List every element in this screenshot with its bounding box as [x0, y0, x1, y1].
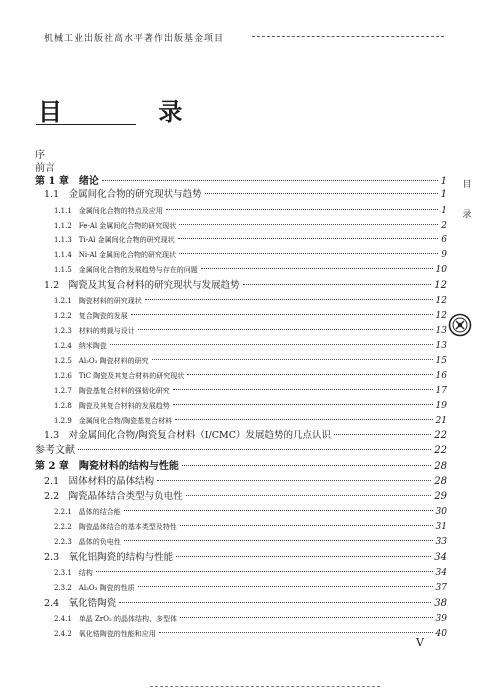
toc-entry-title: 序 [35, 150, 45, 161]
toc-entry-page: 17 [435, 386, 447, 396]
toc-dot-leader [173, 404, 433, 405]
toc-entry-title: 1.1.1 金属间化合物的特点及应用 [54, 207, 163, 215]
bottom-rule [150, 686, 380, 687]
toc-entry-title: 1.1.5 金属间化合物的发展趋势与存在的问题 [54, 266, 198, 274]
toc-entry-page: 15 [435, 356, 447, 366]
toc-entry-page: 12 [435, 311, 447, 321]
toc-entry[interactable] [54, 399, 447, 413]
toc-entry-title: 2.4.1 单晶 ZrO₂ 的晶体结构、多型体 [54, 615, 178, 623]
toc-entry-page: 9 [441, 250, 447, 260]
toc-entry-title: 2.2.2 陶瓷晶体结合的基本类型及特性 [54, 523, 177, 531]
toc-entry-title: 2.3.1 结构 [54, 569, 93, 577]
toc-entry[interactable] [54, 233, 447, 247]
toc-entry-title: 1.2.6 TiC 陶瓷及其复合材料的研究现状 [54, 372, 185, 380]
toc-entry-page: 40 [435, 629, 447, 639]
toc-entry-page: 19 [435, 401, 447, 411]
toc-entry[interactable] [44, 490, 447, 504]
toc-entry[interactable] [44, 597, 447, 611]
toc-entry[interactable] [35, 444, 447, 458]
page-number: V [416, 636, 424, 649]
toc-dot-leader [159, 632, 433, 633]
toc-entry-title: 2.2.1 晶体的结合能 [54, 508, 121, 516]
toc-dot-leader [179, 253, 438, 254]
toc-entry[interactable] [54, 612, 447, 626]
toc-entry[interactable] [54, 339, 447, 353]
toc-entry-title: 1.1.2 Fe-Al 金属间化合物的研究现状 [54, 222, 177, 230]
toc-dot-leader [96, 571, 433, 572]
toc-entry-page: 31 [435, 522, 447, 532]
toc-entry-page: 37 [435, 583, 447, 593]
toc-entry-page: 2 [441, 221, 447, 231]
toc-entry[interactable] [35, 175, 447, 189]
toc-dot-leader [145, 299, 433, 300]
toc-entry-page: 29 [434, 491, 447, 502]
toc-dot-leader [187, 374, 432, 375]
toc-entry-title: 1.1.4 Ni-Al 金属间化合物的研究现状 [54, 251, 177, 259]
publisher-emblem-icon [448, 313, 472, 337]
toc-entry-title: 第 1 章 绪论 [35, 176, 99, 187]
toc-entry[interactable] [54, 369, 447, 383]
toc-entry[interactable] [35, 460, 447, 474]
toc-entry-page: 28 [434, 461, 447, 472]
toc-entry[interactable] [54, 263, 447, 277]
toc-entry-page: 22 [434, 430, 447, 441]
toc-entry[interactable] [54, 309, 447, 323]
toc-dot-leader [201, 268, 433, 269]
toc-entry-title: 2.4.2 氧化锆陶瓷的性能和应用 [54, 630, 156, 638]
toc-entry-page: 33 [435, 537, 447, 547]
toc-dot-leader [179, 224, 438, 225]
toc-entry-title: 参考文献 [35, 445, 75, 456]
toc-entry-title: 1.2.7 陶瓷基复合材料的强韧化研究 [54, 387, 170, 395]
toc-entry[interactable] [44, 279, 447, 293]
toc-entry-title: 1.3 对金属间化合物/陶瓷复合材料（I/CMC）发展趋势的几点认识 [44, 430, 332, 441]
toc-dot-leader [131, 314, 433, 315]
toc-entry[interactable] [54, 520, 447, 534]
toc-entry-page: 13 [435, 341, 447, 351]
toc-entry-page: 1 [440, 189, 447, 200]
toc-entry-title: 1.2 陶瓷及其复合材料的研究现状与发展趋势 [44, 280, 240, 291]
toc-entry-title: 1.2.2 复合陶瓷的发展 [54, 312, 128, 320]
side-label-char: 目 [462, 180, 472, 190]
toc-dot-leader [166, 209, 438, 210]
toc-entry[interactable] [54, 535, 447, 549]
toc-dot-leader [124, 540, 433, 541]
toc-entry[interactable] [44, 429, 447, 443]
toc-entry[interactable] [44, 551, 447, 565]
toc-entry-page: 39 [435, 614, 447, 624]
toc-entry[interactable] [54, 219, 447, 233]
toc-dot-leader [186, 495, 432, 496]
toc-entry-page: 1 [441, 206, 447, 216]
toc-dot-leader [334, 434, 431, 435]
toc-entry[interactable] [54, 248, 447, 262]
toc-dot-leader [110, 344, 433, 345]
toc-entry[interactable] [54, 627, 447, 641]
toc-entry-page: 1 [440, 176, 447, 187]
toc-dot-leader [102, 180, 438, 181]
toc-entry-title: 1.2.1 陶瓷材料的研究现状 [54, 297, 142, 305]
side-tab-label [460, 170, 474, 230]
toc-entry-page: 16 [435, 371, 447, 381]
toc-entry-page: 22 [434, 445, 447, 456]
toc-entry-title: 第 2 章 陶瓷材料的结构与性能 [35, 461, 179, 472]
toc-dot-leader [124, 510, 433, 511]
toc-entry-title: 2.2 陶瓷晶体结合类型与负电性 [44, 491, 183, 502]
toc-dot-leader [157, 480, 431, 481]
toc-dot-leader [205, 193, 438, 194]
toc-dot-leader [152, 359, 433, 360]
toc-dot-leader [180, 525, 433, 526]
toc-entry[interactable] [54, 581, 447, 595]
toc-entry[interactable] [54, 354, 447, 368]
toc-entry-page: 21 [435, 416, 447, 426]
toc-entry[interactable] [44, 188, 447, 202]
toc-dot-leader [138, 329, 433, 330]
toc-entry-page: 34 [434, 552, 447, 563]
side-label-char: 录 [462, 210, 472, 220]
toc-entry-title: 1.1.3 Ti-Al 金属间化合物的研究现状 [54, 236, 175, 244]
toc-entry[interactable] [54, 204, 447, 218]
toc-entry-title: 1.2.5 Al₂O₃ 陶瓷材料的研究 [54, 357, 149, 365]
toc-entry-page: 12 [434, 280, 447, 291]
toc-entry-title: 1.2.3 材料的剪裁与设计 [54, 327, 135, 335]
toc-entry-title: 1.2.9 金属间化合物/陶瓷基复合材料 [54, 417, 173, 425]
toc-entry[interactable] [54, 414, 447, 428]
toc-entry-page: 6 [441, 235, 447, 245]
toc-entry-page: 13 [435, 326, 447, 336]
toc-entry[interactable] [44, 475, 447, 489]
toc-entry-page: 38 [434, 598, 447, 609]
toc-entry-title: 前言 [35, 163, 55, 174]
toc-entry[interactable] [35, 162, 447, 176]
toc-entry-title: 2.4 氧化锆陶瓷 [44, 598, 117, 609]
toc-entry-page: 10 [435, 265, 447, 275]
toc-dot-leader [119, 602, 431, 603]
toc-entry-title: 1.2.4 纳米陶瓷 [54, 342, 107, 350]
toc-title: 目 录 [38, 97, 227, 126]
toc-entry[interactable] [54, 324, 447, 338]
toc-entry-title: 2.2.3 晶体的负电性 [54, 538, 121, 546]
toc-dot-leader [243, 284, 432, 285]
toc-dot-leader [78, 449, 431, 450]
toc-entry[interactable] [35, 149, 447, 163]
toc-dot-leader [173, 389, 433, 390]
toc-entry[interactable] [54, 294, 447, 308]
toc-dot-leader [176, 556, 431, 557]
toc-entry-page: 12 [435, 296, 447, 306]
toc-entry-title: 2.3.2 Al₂O₃ 陶瓷的性质 [54, 584, 135, 592]
toc-entry-page: 28 [434, 476, 447, 487]
toc-entry[interactable] [54, 505, 447, 519]
toc-entry-title: 1.2.8 陶瓷及其复合材料的发展趋势 [54, 402, 170, 410]
toc-entry-page: 30 [435, 507, 447, 517]
toc-entry-title: 2.3 氧化铝陶瓷的结构与性能 [44, 552, 174, 563]
toc-dot-leader [180, 617, 433, 618]
toc-entry-page: 34 [435, 568, 447, 578]
toc-entry-title: 2.1 固体材料的晶体结构 [44, 476, 155, 487]
toc-dot-leader [178, 238, 439, 239]
toc-dot-leader [138, 586, 433, 587]
toc-entry-title: 1.1 金属间化合物的研究现状与趋势 [44, 189, 202, 200]
toc-dot-leader [182, 465, 431, 466]
toc-entry[interactable] [54, 384, 447, 398]
toc-entry[interactable] [54, 566, 447, 580]
series-header: 机械工业出版社高水平著作出版基金项目 [44, 34, 225, 44]
toc-dot-leader [175, 419, 432, 420]
